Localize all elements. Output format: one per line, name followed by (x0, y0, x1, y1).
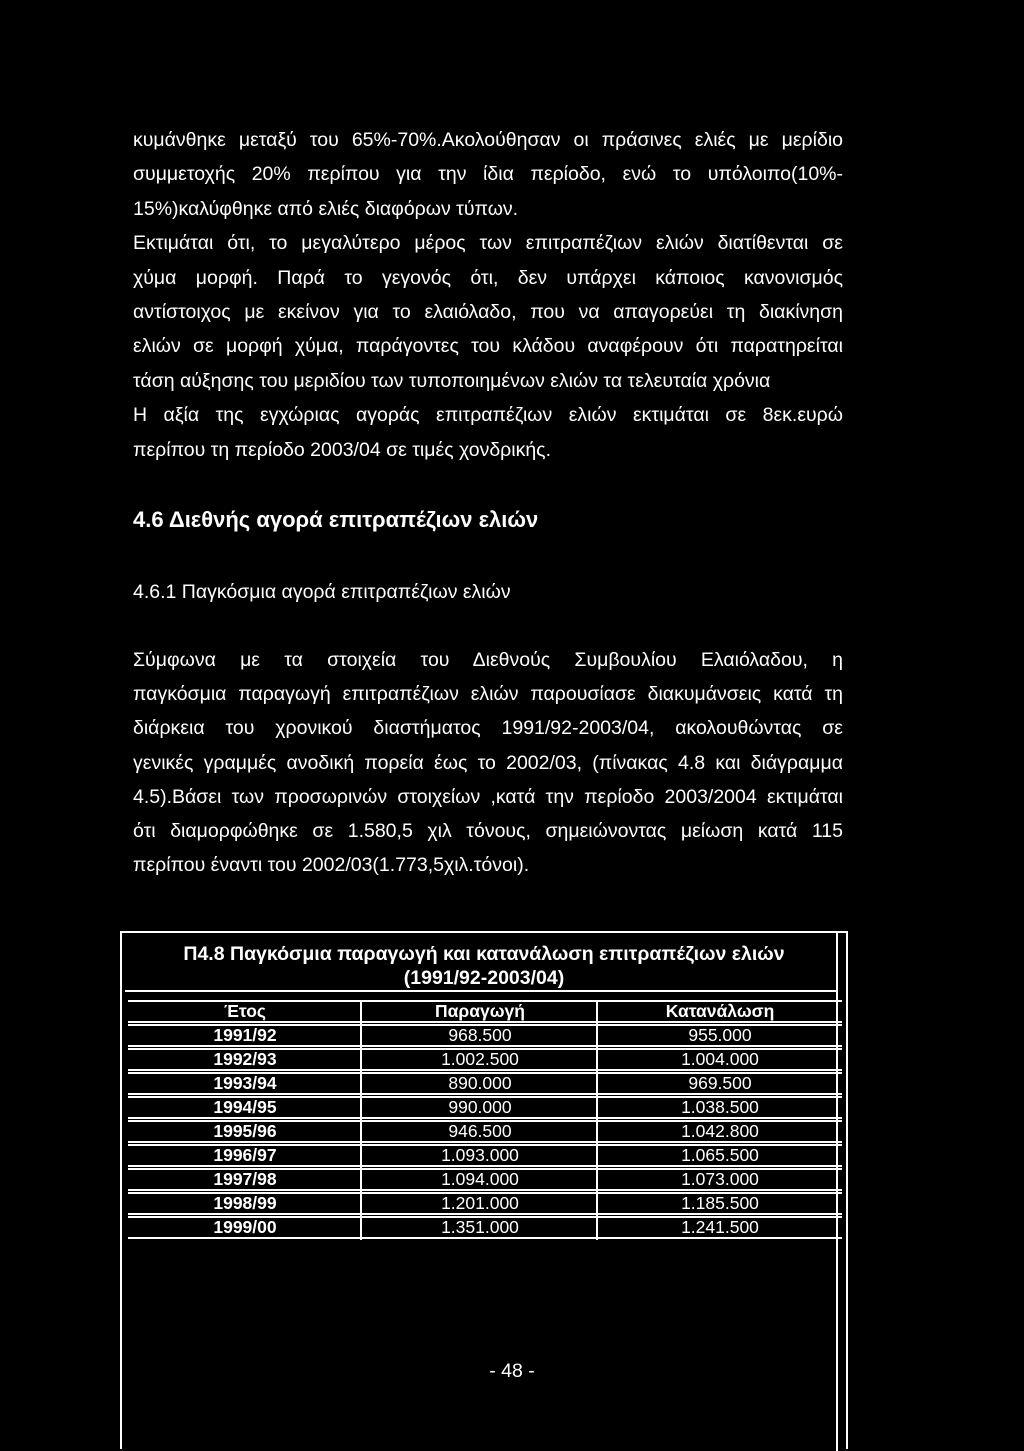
production-cell: 1.094.000 (362, 1168, 598, 1191)
text-line: ελιών σε μορφή χύμα, παράγοντες του κλάδου αναφέρουν ότι παρατηρείται (133, 335, 843, 358)
year-cell: 1992/93 (128, 1048, 362, 1071)
consumption-cell: 955.000 (598, 1024, 842, 1047)
year-cell: 1997/98 (128, 1168, 362, 1191)
production-cell: 968.500 (362, 1024, 598, 1047)
table-row (128, 1216, 842, 1239)
consumption-cell: 1.042.800 (598, 1120, 842, 1143)
year-cell: 1996/97 (128, 1144, 362, 1167)
section-heading: 4.6 Διεθνής αγορά επιτραπέζιων ελιών (133, 507, 539, 532)
text-line: διάρκεια του χρονικού διαστήματος 1991/92-2003/04, ακολουθώντας σε (133, 717, 843, 740)
text-line: Η αξία της εγχώριας αγοράς επιτραπέζιων ελιών εκτιμάται σε 8εκ.ευρώ (133, 404, 843, 427)
year-cell: 1999/00 (128, 1216, 362, 1239)
text-line: 4.5).Βάσει των προσωρινών στοιχείων ,κατά την περίοδο 2003/2004 εκτιμάται (133, 785, 843, 808)
production-cell: 1.351.000 (362, 1216, 598, 1239)
consumption-cell: 1.241.500 (598, 1216, 842, 1239)
table-row (128, 1072, 842, 1095)
text-line: 15%)καλύφθηκε από ελιές διαφόρων τύπων. (133, 197, 519, 220)
consumption-cell: 1.185.500 (598, 1192, 842, 1215)
production-cell: 990.000 (362, 1096, 598, 1119)
text-line: χύμα μορφή. Παρά το γεγονός ότι, δεν υπάρχει κάποιος κανονισμός (133, 266, 843, 289)
column-divider (596, 1000, 598, 1240)
consumption-cell: 1.065.500 (598, 1144, 842, 1167)
table-caption: Π4.8 Παγκόσμια παραγωγή και κατανάλωση επιτραπέζιων ελιών (183, 943, 785, 965)
consumption-cell: 1.004.000 (598, 1048, 842, 1071)
text-line: Σύμφωνα με τα στοιχεία του Διεθνούς Συμβουλίου Ελαιόλαδου, η (133, 649, 843, 671)
text-line: γενικές γραμμές ανοδική πορεία έως το 2002/03, (πίνακας 4.8 και διάγραμμα (133, 751, 843, 774)
year-cell: 1998/99 (128, 1192, 362, 1215)
column-divider (360, 1000, 362, 1240)
subsection-heading: 4.6.1 Παγκόσμια αγορά επιτραπέζιων ελιών (133, 581, 511, 603)
text-line: κυμάνθηκε μεταξύ του 65%-70%.Ακολούθησαν οι πράσινες ελιές με μερίδιο (133, 129, 843, 151)
production-cell: 946.500 (362, 1120, 598, 1143)
table-row (128, 1144, 842, 1167)
consumption-cell: 1.073.000 (598, 1168, 842, 1191)
table-row (128, 1120, 842, 1143)
header-year: Έτος (128, 1000, 362, 1023)
text-line: Εκτιμάται ότι, το μεγαλύτερο μέρος των επιτραπέζιων ελιών διατίθενται σε (133, 232, 843, 255)
body-text-bottom (133, 643, 843, 882)
table-row (128, 1168, 842, 1191)
production-cell: 1.002.500 (362, 1048, 598, 1071)
table-caption-period: (1991/92-2003/04) (403, 967, 565, 989)
text-line: τάση αύξησης του μεριδίου των τυποποιημένων ελιών τα τελευταία χρόνια (133, 369, 771, 392)
text-line: ότι διαμορφώθηκε σε 1.580,5 χιλ τόνους, σημειώνοντας μείωση κατά 115 (133, 820, 843, 843)
caption-divider (125, 990, 836, 992)
consumption-cell: 969.500 (598, 1072, 842, 1095)
consumption-cell: 1.038.500 (598, 1096, 842, 1119)
table-row (128, 1048, 842, 1071)
header-production: Παραγωγή (362, 1000, 598, 1023)
year-cell: 1995/96 (128, 1120, 362, 1143)
table-row (128, 1024, 842, 1047)
table-header-row (128, 1000, 842, 1023)
production-cell: 1.093.000 (362, 1144, 598, 1167)
text-line: περίπου τη περίοδο 2003/04 σε τιμές χονδρικής. (133, 438, 552, 461)
table-row (128, 1192, 842, 1215)
text-line: περίπου έναντι του 2002/03(1.773,5χιλ.τόνοι). (133, 854, 530, 877)
header-consumption: Κατανάλωση (598, 1000, 842, 1023)
year-cell: 1993/94 (128, 1072, 362, 1095)
page-number: - 48 - (489, 1360, 535, 1382)
table-row (128, 1096, 842, 1119)
text-line: συμμετοχής 20% περίπου για την ίδια περίοδο, ενώ το υπόλοιπο(10%- (133, 163, 843, 186)
text-line: αντίστοιχος με εκείνον για το ελαιόλαδο, που να απαγορεύει τη διακίνηση (133, 301, 843, 324)
text-line: παγκόσμια παραγωγή επιτραπέζιων ελιών παρουσίασε διακυμάνσεις κατά τη (133, 683, 843, 706)
production-cell: 890.000 (362, 1072, 598, 1095)
year-cell: 1991/92 (128, 1024, 362, 1047)
production-cell: 1.201.000 (362, 1192, 598, 1215)
body-text-top (133, 123, 843, 467)
year-cell: 1994/95 (128, 1096, 362, 1119)
